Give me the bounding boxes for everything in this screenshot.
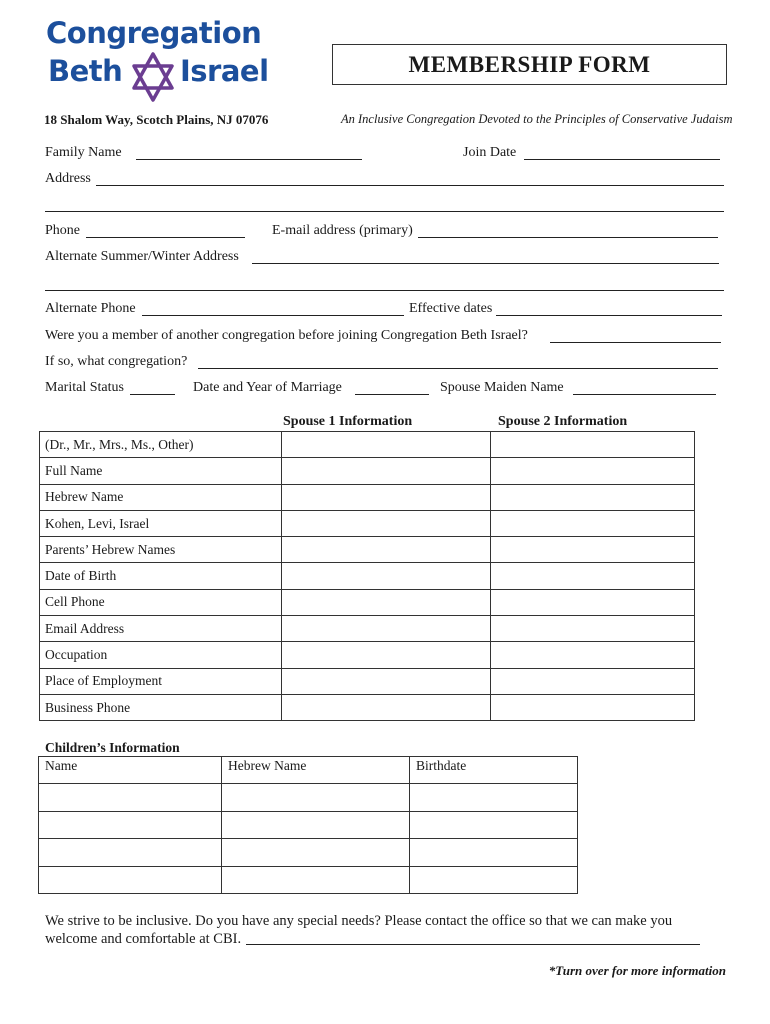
special-needs-field[interactable]: [246, 944, 700, 945]
spouse2-cell[interactable]: [491, 589, 695, 615]
spouse1-cell[interactable]: [282, 642, 491, 668]
phone-label: Phone: [45, 223, 80, 238]
turn-over-note: *Turn over for more information: [548, 963, 726, 978]
spouse-maiden-field[interactable]: [573, 394, 716, 395]
spouse-table-row: [40, 589, 695, 615]
spouse-row-label: (Dr., Mr., Mrs., Ms., Other): [40, 432, 282, 458]
spouse-row-label: Date of Birth: [40, 563, 282, 589]
family-name-label: Family Name: [45, 145, 122, 160]
spouse2-cell[interactable]: [491, 616, 695, 642]
child-cell[interactable]: [410, 811, 578, 839]
effective-dates-label: Effective dates: [409, 301, 493, 316]
special-needs-text-line2: welcome and comfortable at CBI.: [45, 931, 242, 947]
effective-dates-field[interactable]: [496, 315, 722, 316]
spouse2-header: Spouse 2 Information: [498, 414, 628, 429]
which-congregation-label: If so, what congregation?: [45, 354, 188, 369]
marriage-date-field[interactable]: [355, 394, 429, 395]
child-cell[interactable]: [222, 811, 410, 839]
star-of-david-icon: [131, 52, 175, 102]
children-column-header: Hebrew Name: [222, 757, 410, 784]
spouse1-cell[interactable]: [282, 694, 491, 720]
spouse-table-row: [40, 537, 695, 563]
spouse1-header: Spouse 1 Information: [283, 414, 413, 429]
spouse-row-label: Hebrew Name: [40, 484, 282, 510]
spouse1-cell[interactable]: [282, 484, 491, 510]
marital-status-label: Marital Status: [45, 380, 124, 395]
child-cell[interactable]: [39, 784, 222, 812]
children-table: [38, 756, 578, 894]
spouse1-cell[interactable]: [282, 668, 491, 694]
spouse-table-row: [40, 510, 695, 536]
join-date-field[interactable]: [524, 159, 720, 160]
congregation-address: 18 Shalom Way, Scotch Plains, NJ 07076: [44, 112, 269, 127]
spouse-row-label: Place of Employment: [40, 668, 282, 694]
child-row: [39, 784, 578, 812]
child-cell[interactable]: [410, 784, 578, 812]
spouse-table-row: [40, 616, 695, 642]
spouse-table-row: [40, 563, 695, 589]
alt-address-field-line2[interactable]: [45, 290, 724, 291]
address-field-line2[interactable]: [45, 211, 724, 212]
spouse1-cell[interactable]: [282, 563, 491, 589]
children-column-header: Name: [39, 757, 222, 784]
child-cell[interactable]: [410, 839, 578, 867]
spouse1-cell[interactable]: [282, 589, 491, 615]
spouse2-cell[interactable]: [491, 668, 695, 694]
spouse2-cell[interactable]: [491, 642, 695, 668]
email-field[interactable]: [418, 237, 718, 238]
child-cell[interactable]: [410, 866, 578, 894]
alt-phone-label: Alternate Phone: [45, 301, 136, 316]
spouse-table-row: [40, 694, 695, 720]
spouse-row-label: Parents’ Hebrew Names: [40, 537, 282, 563]
alt-phone-field[interactable]: [142, 315, 404, 316]
child-cell[interactable]: [39, 866, 222, 894]
spouse2-cell[interactable]: [491, 510, 695, 536]
logo-word-israel: Israel: [180, 54, 269, 88]
child-cell[interactable]: [222, 839, 410, 867]
spouse-info-table: [39, 431, 695, 721]
child-cell[interactable]: [39, 839, 222, 867]
spouse2-cell[interactable]: [491, 563, 695, 589]
spouse1-cell[interactable]: [282, 458, 491, 484]
prior-member-field[interactable]: [550, 342, 721, 343]
child-cell[interactable]: [39, 811, 222, 839]
email-label: E-mail address (primary): [272, 223, 413, 238]
alt-address-label: Alternate Summer/Winter Address: [45, 249, 239, 264]
spouse-table-row: [40, 484, 695, 510]
children-header-row: [39, 757, 578, 784]
children-heading: Children’s Information: [45, 740, 180, 755]
spouse2-cell[interactable]: [491, 484, 695, 510]
spouse2-cell[interactable]: [491, 432, 695, 458]
child-cell[interactable]: [222, 866, 410, 894]
spouse2-cell[interactable]: [491, 458, 695, 484]
which-congregation-field[interactable]: [198, 368, 718, 369]
spouse-table-row: [40, 432, 695, 458]
logo-line-congregation: Congregation: [46, 16, 262, 50]
children-column-header: Birthdate: [410, 757, 578, 784]
spouse-row-label: Full Name: [40, 458, 282, 484]
prior-member-label: Were you a member of another congregation before joining Congregation Beth Israel?: [45, 328, 528, 343]
address-field[interactable]: [96, 185, 724, 186]
spouse2-cell[interactable]: [491, 694, 695, 720]
special-needs-text-line1: We strive to be inclusive. Do you have any special needs? Please contact the office so that we can make you: [45, 913, 673, 929]
spouse-row-label: Email Address: [40, 616, 282, 642]
spouse-row-label: Kohen, Levi, Israel: [40, 510, 282, 536]
child-cell[interactable]: [222, 784, 410, 812]
spouse2-cell[interactable]: [491, 537, 695, 563]
child-row: [39, 866, 578, 894]
spouse1-cell[interactable]: [282, 432, 491, 458]
spouse1-cell[interactable]: [282, 510, 491, 536]
spouse-table-row: [40, 668, 695, 694]
child-row: [39, 839, 578, 867]
phone-field[interactable]: [86, 237, 245, 238]
spouse-table-row: [40, 458, 695, 484]
spouse-maiden-label: Spouse Maiden Name: [440, 380, 564, 395]
child-row: [39, 811, 578, 839]
spouse1-cell[interactable]: [282, 616, 491, 642]
join-date-label: Join Date: [463, 145, 517, 160]
spouse-row-label: Business Phone: [40, 694, 282, 720]
spouse-row-label: Cell Phone: [40, 589, 282, 615]
congregation-tagline: An Inclusive Congregation Devoted to the Principles of Conservative Judaism: [341, 112, 733, 126]
spouse-row-label: Occupation: [40, 642, 282, 668]
address-label: Address: [45, 171, 91, 186]
logo-word-beth: Beth: [48, 54, 123, 88]
spouse1-cell[interactable]: [282, 537, 491, 563]
marriage-date-label: Date and Year of Marriage: [193, 380, 342, 395]
form-title: MEMBERSHIP FORM: [332, 44, 727, 85]
family-name-field[interactable]: [136, 159, 362, 160]
spouse-table-row: [40, 642, 695, 668]
marital-status-field[interactable]: [130, 394, 175, 395]
alt-address-field[interactable]: [252, 263, 719, 264]
